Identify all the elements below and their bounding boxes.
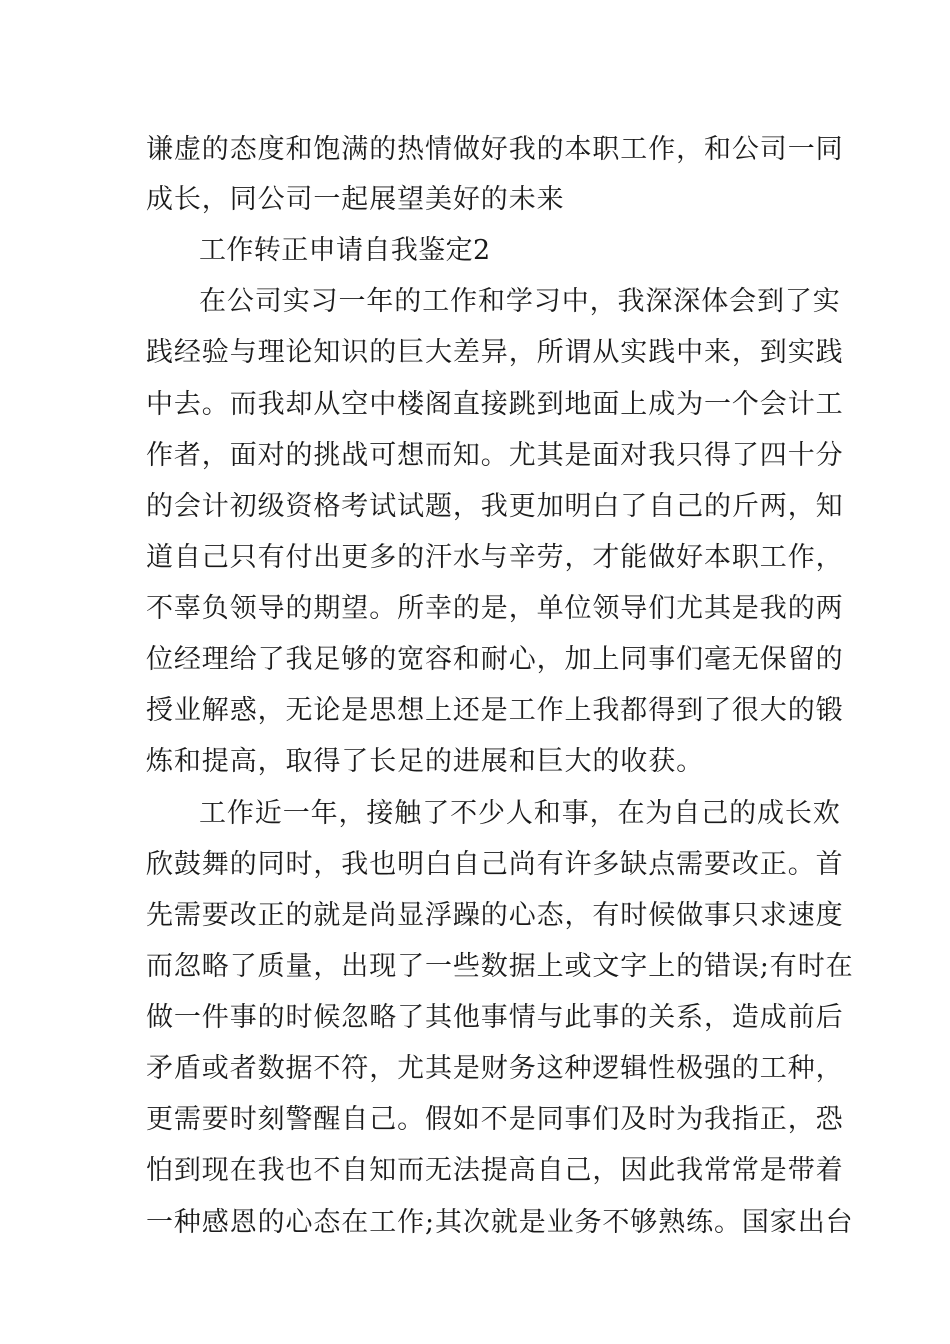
paragraph-line: 谦虚的态度和饱满的热情做好我的本职工作，和公司一同	[146, 134, 844, 165]
paragraph-line: 做一件事的时候忽略了其他事情与此事的关系，造成前后	[146, 1002, 844, 1033]
paragraph-line: 怕到现在我也不自知而无法提高自己，因此我常常是带着	[146, 1155, 844, 1186]
paragraph-line: 位经理给了我足够的宽容和耐心，加上同事们毫无保留的	[146, 644, 844, 675]
paragraph-line: 欣鼓舞的同时，我也明白自己尚有许多缺点需要改正。首	[146, 849, 844, 880]
paragraph-line: 不辜负领导的期望。所幸的是，单位领导们尤其是我的两	[146, 593, 844, 624]
paragraph-line: 先需要改正的就是尚显浮躁的心态，有时候做事只求速度	[146, 900, 844, 931]
paragraph-line: 在公司实习一年的工作和学习中，我深深体会到了实	[199, 286, 841, 317]
paragraph-line: 道自己只有付出更多的汗水与辛劳，才能做好本职工作，	[146, 542, 844, 573]
paragraph-line: 矛盾或者数据不符，尤其是财务这种逻辑性极强的工种，	[146, 1053, 844, 1084]
paragraph-line: 中去。而我却从空中楼阁直接跳到地面上成为一个会计工	[146, 389, 844, 420]
paragraph-line: 作者，面对的挑战可想而知。尤其是面对我只得了四十分	[146, 440, 844, 471]
paragraph-line: 授业解惑，无论是思想上还是工作上我都得到了很大的锻	[146, 695, 844, 726]
paragraph-line: 工作近一年，接触了不少人和事，在为自己的成长欢	[199, 798, 841, 829]
section-heading: 工作转正申请自我鉴定2	[199, 235, 491, 266]
paragraph-line: 践经验与理论知识的巨大差异，所谓从实践中来，到实践	[146, 337, 844, 368]
paragraph-line: 而忽略了质量，出现了一些数据上或文字上的错误;有时在	[146, 951, 854, 982]
paragraph-line: 炼和提高，取得了长足的进展和巨大的收获。	[146, 746, 704, 777]
paragraph-line: 的会计初级资格考试试题，我更加明白了自己的斤两，知	[146, 491, 844, 522]
paragraph-line: 成长，同公司一起展望美好的未来	[146, 184, 565, 215]
paragraph-line: 更需要时刻警醒自己。假如不是同事们及时为我指正，恐	[146, 1104, 844, 1135]
paragraph-line: 一种感恩的心态在工作;其次就是业务不够熟练。国家出台	[146, 1207, 854, 1238]
